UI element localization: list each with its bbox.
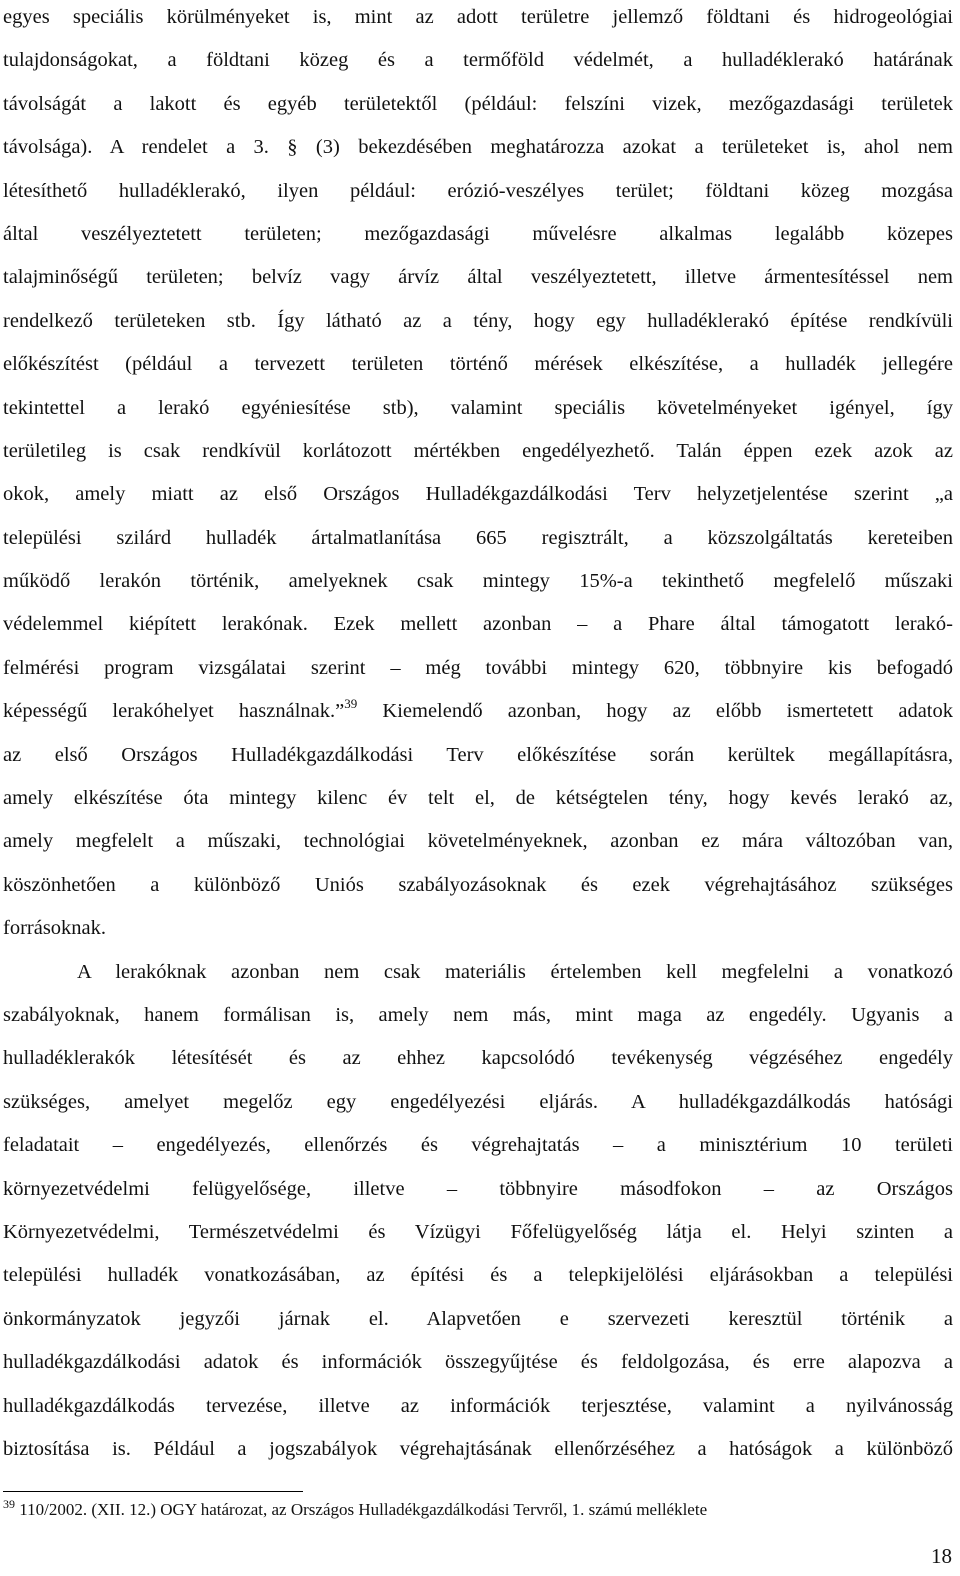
text-line: által veszélyeztetett területen; mezőgazdasági művelésre alkalmas legalább közepes xyxy=(3,222,953,245)
text-line: tulajdonságokat, a földtani közeg és a termőföld védelmét, a hulladéklerakó határának xyxy=(3,49,953,72)
text-line: amely elkészítése óta mintegy kilenc év telt el, de kétségtelen tény, hogy kevés lerakó az, xyxy=(3,787,953,810)
text-line: távolsága). A rendelet a 3. § (3) bekezdésében meghatározza azokat a területeket is, ahol nem xyxy=(3,136,953,159)
text-line: feladatait – engedélyezés, ellenőrzés és végrehajtatás – a minisztérium 10 területi xyxy=(3,1134,953,1157)
text-line: szabályoknak, hanem formálisan is, amely nem más, mint maga az engedély. Ugyanis a xyxy=(3,1003,953,1026)
text-line: szükséges, amelyet megelőz egy engedélyezési eljárás. A hulladékgazdálkodás hatósági xyxy=(3,1090,953,1113)
text-line: települési szilárd hulladék ártalmatlanítása 665 regisztrált, a közszolgáltatás kereteiben xyxy=(3,526,953,549)
footnote-text: 110/2002. (XII. 12.) OGY határozat, az Országos Hulladékgazdálkodási Tervről, 1. számú melléklete xyxy=(15,1500,708,1519)
text-line: környezetvédelmi felügyelősége, illetve – többnyire másodfokon – az Országos xyxy=(3,1177,953,1200)
text-line: előkészítést (például a tervezett területen történő mérések elkészítése, a hulladék jellegére xyxy=(3,353,953,376)
text-fragment: képességű lerakóhelyet használnak.” xyxy=(3,700,345,723)
footnote-reference[interactable]: 39 xyxy=(344,696,358,712)
text-line: létesíthető hulladéklerakó, ilyen például: erózió-veszélyes terület; földtani közeg mozgása xyxy=(3,179,953,202)
text-line: tekintettel a lerakó egyéniesítése stb), valamint speciális követelményeket igényel, így xyxy=(3,396,953,419)
text-fragment: Kiemelendő azonban, hogy az előbb ismertetett adatok xyxy=(357,700,953,723)
text-line: települési hulladék vonatkozásában, az építési és a telepkijelölési eljárásokban a települési xyxy=(3,1264,953,1287)
footnote xyxy=(3,1497,953,1520)
text-line: működő lerakón történik, amelyeknek csak mintegy 15%-a tekinthető megfelelő műszaki xyxy=(3,570,953,593)
text-line: rendelkező területeken stb. Így látható az a tény, hogy egy hulladéklerakó építése rendkívüli xyxy=(3,309,953,332)
text-line: felmérési program vizsgálatai szerint – még további mintegy 620, többnyire kis befogadó xyxy=(3,656,953,679)
footnote-divider xyxy=(3,1491,303,1492)
text-line: önkormányzatok jegyzői járnak el. Alapvetően e szervezeti keresztül történik a xyxy=(3,1307,953,1330)
text-line: az első Országos Hulladékgazdálkodási Terv előkészítése során kerültek megállapításra, xyxy=(3,743,953,766)
text-line-with-footnote-ref xyxy=(3,690,953,733)
text-line: védelemmel kiépített lerakónak. Ezek mellett azonban – a Phare által támogatott lerakó- xyxy=(3,613,953,636)
text-line: amely megfelelt a műszaki, technológiai követelményeknek, azonban ez mára változóban van, xyxy=(3,830,953,853)
text-line: egyes speciális körülményeket is, mint az adott területre jellemző földtani és hidrogeológiai xyxy=(3,6,953,28)
text-line: távolságát a lakott és egyéb területektől (például: felszíni vizek, mezőgazdasági területek xyxy=(3,92,953,115)
text-line: hulladéklerakók létesítését és az ehhez kapcsolódó tevékenység végzéséhez engedély xyxy=(3,1047,953,1070)
footnote-number: 39 xyxy=(3,1497,15,1511)
text-line: köszönhetően a különböző Uniós szabályozásoknak és ezek végrehajtásához szükséges xyxy=(3,873,953,896)
page-number: 18 xyxy=(931,1544,952,1568)
text-line: területileg is csak rendkívül korlátozott mértékben engedélyezhető. Talán éppen ezek azok az xyxy=(3,439,953,462)
text-line: Környezetvédelmi, Természetvédelmi és Vízügyi Főfelügyelőség látja el. Helyi szinten a xyxy=(3,1220,953,1243)
text-line: okok, amely miatt az első Országos Hulladékgazdálkodási Terv helyzetjelentése szerint „a xyxy=(3,483,953,506)
text-line: hulladékgazdálkodási adatok és információk összegyűjtése és feldolgozása, és erre alapozva a xyxy=(3,1351,953,1374)
text-line: biztosítása is. Például a jogszabályok végrehajtásának ellenőrzéséhez a hatóságok a különböző xyxy=(3,1437,953,1460)
text-line: talajminőségű területen; belvíz vagy árvíz által veszélyeztetett, illetve ármentesítéssel nem xyxy=(3,266,953,289)
text-line: hulladékgazdálkodás tervezése, illetve az információk terjesztése, valamint a nyilvánosság xyxy=(3,1394,953,1417)
text-line: forrásoknak. xyxy=(3,917,107,940)
text-line: A lerakóknak azonban nem csak materiális értelemben kell megfelelni a vonatkozó xyxy=(77,960,953,983)
body-text xyxy=(3,0,953,1471)
